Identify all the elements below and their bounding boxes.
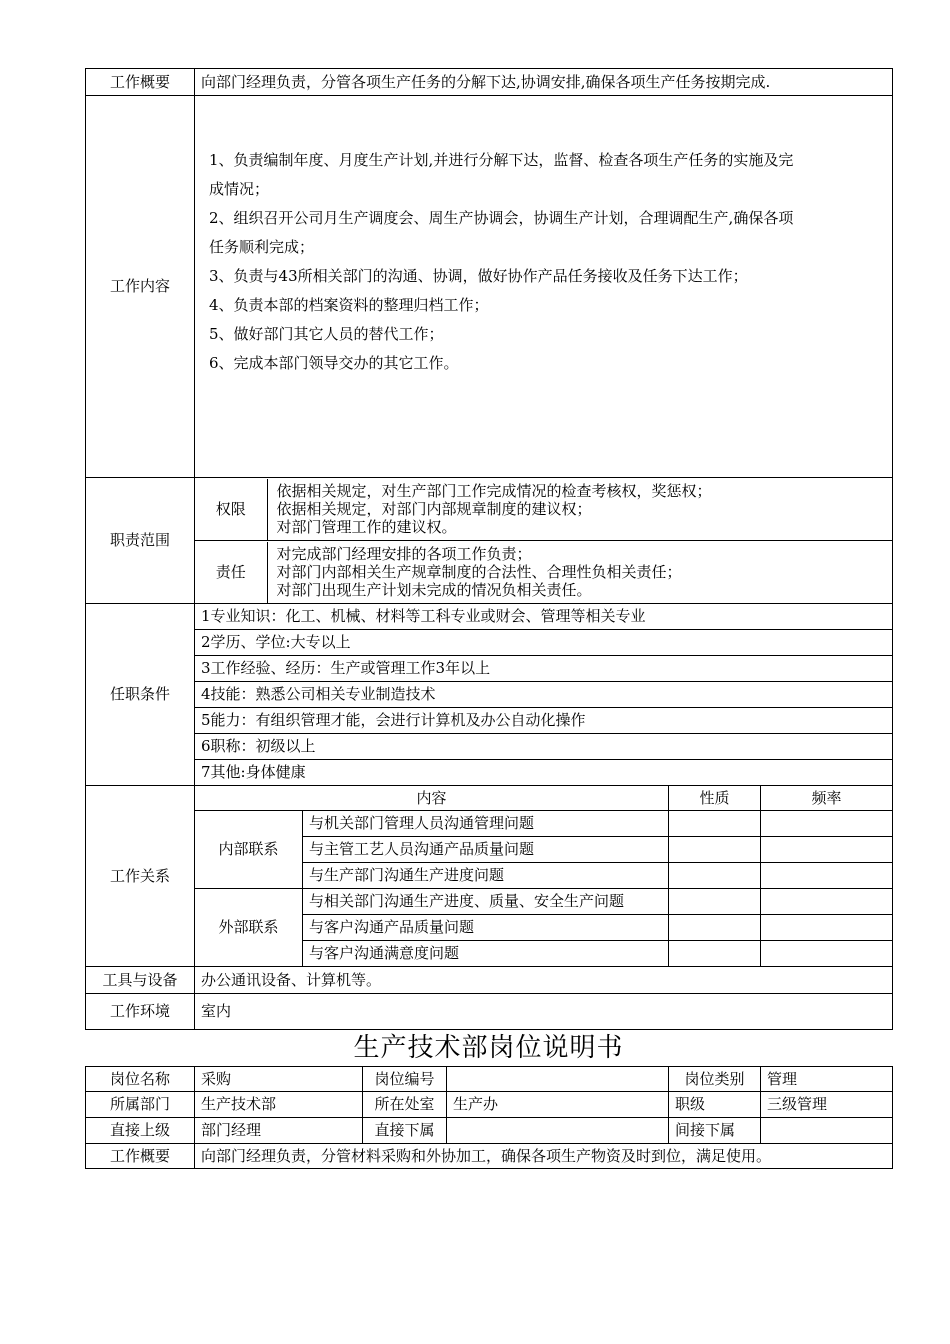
- authority-item: 依据相关规定，对部门内部规章制度的建议权；: [276, 500, 592, 518]
- overview-text: 向部门经理负责，分管各项生产任务的分解下达,协调安排,确保各项生产任务按期完成.: [195, 69, 893, 96]
- qualification-item: 2学历、学位:大专以上: [195, 630, 893, 656]
- responsibility-row: [86, 541, 893, 604]
- position-no-label: 岗位编号: [363, 1067, 447, 1092]
- relation-frequency: [761, 941, 893, 967]
- internal-label: 内部联系: [195, 811, 303, 889]
- job-description-table: [85, 68, 893, 1030]
- work-content-item: 3、负责与43所相关部门的沟通、协调，做好协作产品任务接收及任务下达工作；: [209, 267, 748, 285]
- relation-frequency: [761, 863, 893, 889]
- qualification-item: 5能力：有组织管理才能，会进行计算机及办公自动化操作: [195, 708, 893, 734]
- responsibility-item: 对部门出现生产计划未完成的情况负相关责任。: [276, 581, 592, 599]
- job-description-page: [85, 68, 892, 1169]
- qualification-row: [86, 682, 893, 708]
- relations-header-row: [86, 786, 893, 811]
- relation-nature: [669, 915, 761, 941]
- grade-value: 三级管理: [761, 1092, 893, 1118]
- relation-frequency: [761, 889, 893, 915]
- environment-label: 工作环境: [86, 994, 195, 1030]
- qualification-item: 6职称：初级以上: [195, 734, 893, 760]
- superior-label: 直接上级: [86, 1118, 195, 1144]
- dept-label: 所属部门: [86, 1092, 195, 1118]
- relations-header-content: 内容: [195, 786, 669, 811]
- tools-label: 工具与设备: [86, 967, 195, 994]
- relation-item: 与生产部门沟通生产进度问题: [303, 863, 669, 889]
- authority-row: [86, 478, 893, 541]
- work-content-item: 任务顺利完成；: [209, 238, 315, 256]
- relations-header-frequency: 频率: [761, 786, 893, 811]
- grade-label: 职级: [669, 1092, 761, 1118]
- responsibility-item: 对部门内部相关生产规章制度的合法性、合理性负相关责任；: [276, 563, 682, 581]
- relation-frequency: [761, 811, 893, 837]
- superior-value: 部门经理: [195, 1118, 363, 1144]
- relation-nature: [669, 837, 761, 863]
- qualification-item: 1专业知识：化工、机械、材料等工科专业或财会、管理等相关专业: [195, 604, 893, 630]
- relation-nature: [669, 811, 761, 837]
- position-row: [86, 1067, 893, 1092]
- overview-row-2: [86, 1144, 893, 1169]
- indirect-sub-value: [761, 1118, 893, 1144]
- qualification-row: [86, 630, 893, 656]
- indirect-sub-label: 间接下属: [669, 1118, 761, 1144]
- qualification-row: [86, 734, 893, 760]
- responsibility-item: 对完成部门经理安排的各项工作负责；: [276, 545, 532, 563]
- qualification-item: 4技能：熟悉公司相关专业制造技术: [195, 682, 893, 708]
- relation-nature: [669, 941, 761, 967]
- relation-item: 与客户沟通满意度问题: [303, 941, 669, 967]
- relation-item: 与主管工艺人员沟通产品质量问题: [303, 837, 669, 863]
- authority-item: 依据相关规定，对生产部门工作完成情况的检查考核权，奖惩权；: [276, 482, 712, 500]
- overview-label: 工作概要: [86, 69, 195, 96]
- relation-item: 与机关部门管理人员沟通管理问题: [303, 811, 669, 837]
- relation-nature: [669, 863, 761, 889]
- position-type-label: 岗位类别: [669, 1067, 761, 1092]
- office-label: 所在处室: [363, 1092, 447, 1118]
- qualification-item: 7其他:身体健康: [195, 760, 893, 786]
- work-content-item: 1、负责编制年度、月度生产计划,并进行分解下达，监督、检查各项生产任务的实施及完: [209, 151, 794, 169]
- qualification-label: 任职条件: [86, 604, 195, 786]
- position-name-value: 采购: [195, 1067, 363, 1092]
- qualification-row: [86, 656, 893, 682]
- direct-sub-value: [447, 1118, 669, 1144]
- reporting-row: [86, 1118, 893, 1144]
- authority-list: [267, 479, 892, 540]
- position-name-label: 岗位名称: [86, 1067, 195, 1092]
- work-content-item: 6、完成本部门领导交办的其它工作。: [209, 354, 459, 372]
- relation-row: [86, 889, 893, 915]
- position-type-value: 管理: [761, 1067, 893, 1092]
- work-content-row: [86, 96, 893, 478]
- relation-item: 与客户沟通产品质量问题: [303, 915, 669, 941]
- work-content-label: 工作内容: [86, 96, 195, 478]
- overview-label-2: 工作概要: [86, 1144, 195, 1169]
- relation-frequency: [761, 915, 893, 941]
- qualification-row: [86, 708, 893, 734]
- relation-item: 与相关部门沟通生产进度、质量、安全生产问题: [303, 889, 669, 915]
- relation-frequency: [761, 837, 893, 863]
- work-content-list: [195, 96, 893, 478]
- authority-item: 对部门管理工作的建议权。: [276, 518, 457, 536]
- office-value: 生产办: [447, 1092, 669, 1118]
- responsibility-list: [267, 542, 892, 603]
- relations-header-nature: 性质: [669, 786, 761, 811]
- qualification-row: [86, 604, 893, 630]
- relation-nature: [669, 889, 761, 915]
- overview-row: [86, 69, 893, 96]
- authority-label: 权限: [195, 479, 267, 540]
- responsibility-label: 责任: [195, 542, 267, 603]
- qualification-item: 3工作经验、经历：生产或管理工作3年以上: [195, 656, 893, 682]
- environment-text: 室内: [195, 994, 893, 1030]
- scope-label: 职责范围: [86, 478, 195, 604]
- position-no-value: [447, 1067, 669, 1092]
- department-row: [86, 1092, 893, 1118]
- position-info-table: [85, 1066, 893, 1169]
- environment-row: [86, 994, 893, 1030]
- work-content-item: 成情况；: [209, 180, 270, 198]
- document-title: 生产技术部岗位说明书: [353, 1033, 624, 1063]
- work-content-item: 4、负责本部的档案资料的整理归档工作；: [209, 296, 489, 314]
- work-content-item: 2、组织召开公司月生产调度会、周生产协调会，协调生产计划，合理调配生产,确保各项: [209, 209, 794, 227]
- overview-text-2: 向部门经理负责，分管材料采购和外协加工，确保各项生产物资及时到位，满足使用。: [195, 1144, 893, 1169]
- relation-row: [86, 811, 893, 837]
- tools-text: 办公通讯设备、计算机等。: [195, 967, 893, 994]
- work-content-item: 5、做好部门其它人员的替代工作；: [209, 325, 444, 343]
- external-label: 外部联系: [195, 889, 303, 967]
- dept-value: 生产技术部: [195, 1092, 363, 1118]
- relations-label: 工作关系: [86, 786, 195, 967]
- qualification-row: [86, 760, 893, 786]
- direct-sub-label: 直接下属: [363, 1118, 447, 1144]
- tools-row: [86, 967, 893, 994]
